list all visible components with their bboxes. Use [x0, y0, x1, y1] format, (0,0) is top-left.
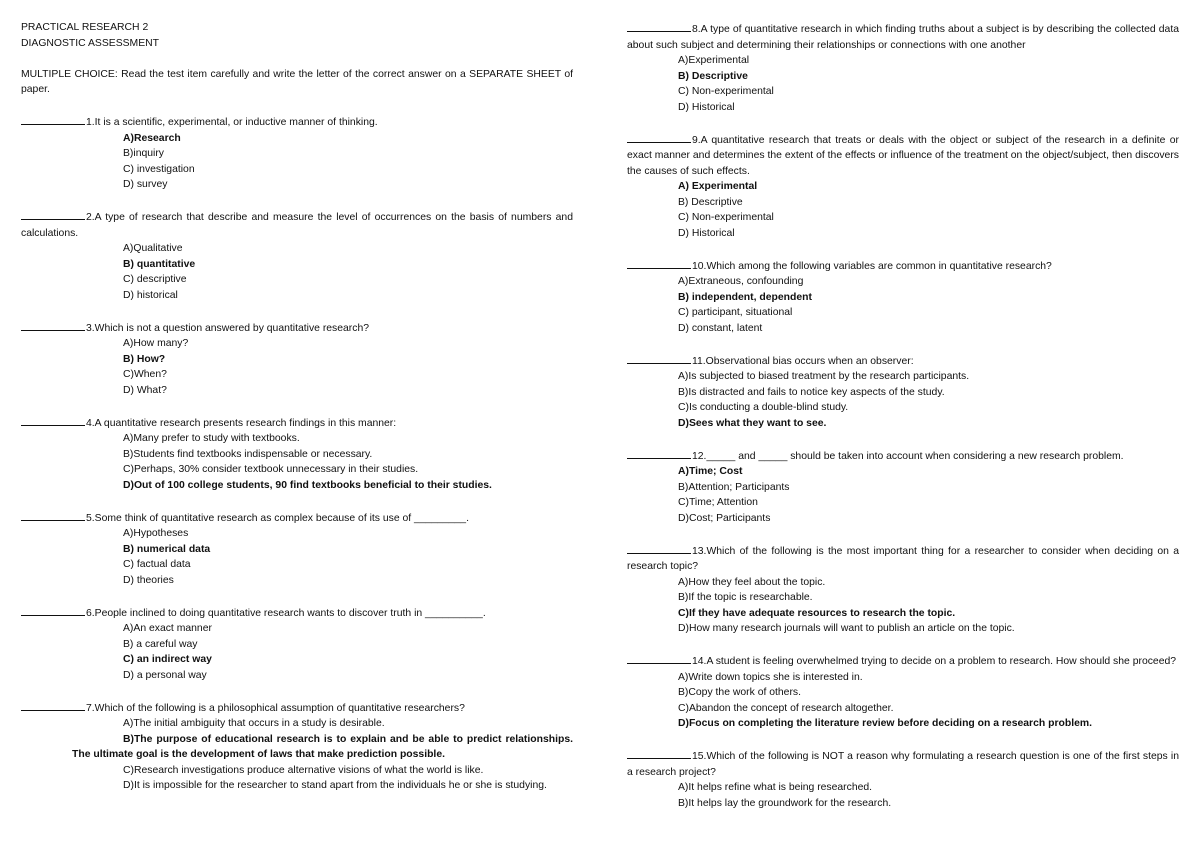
- question-text: [21, 414, 573, 432]
- answer-option: C)Time; Attention: [678, 497, 758, 508]
- answer-blank: [21, 113, 85, 125]
- answer-option: D) Historical: [678, 227, 735, 239]
- question-text: [627, 747, 1179, 780]
- question-label: 10.Which among the following variables are common in quantitative research?: [692, 260, 1052, 272]
- answer-option: B)inquiry: [123, 148, 164, 159]
- question-label: 9.A quantitative research that treats or deals with the object or subject of the research in a definite or exact manner and determines the extent of the effects or influence of the treatment on the object/subject, then discovers the causes of such effects.: [627, 134, 1179, 177]
- question-text: [21, 604, 573, 622]
- question-item: [21, 699, 573, 794]
- answer-option: D) historical: [123, 289, 178, 301]
- question-text: [21, 208, 573, 241]
- answer-option: B) Descriptive: [678, 196, 743, 208]
- answer-blank: [21, 699, 85, 711]
- answer-option: A)Extraneous, confounding: [678, 276, 804, 287]
- answer-option: D)It is impossible for the researcher to stand apart from the individuals he or she is studying.: [123, 780, 547, 791]
- answer-option: C)If they have adequate resources to research the topic.: [678, 607, 956, 619]
- question-text: [627, 652, 1179, 670]
- answer-option: C) an indirect way: [123, 654, 212, 665]
- answer-option: C)Abandon the concept of research altogether.: [678, 702, 894, 714]
- answer-option: D) What?: [123, 384, 167, 396]
- question-item: [627, 447, 1179, 527]
- question-text: [21, 319, 573, 337]
- answer-blank: [21, 208, 85, 220]
- answer-option: D)Sees what they want to see.: [678, 417, 827, 429]
- question-item: [21, 414, 573, 494]
- answer-option: D)Focus on completing the literature review before deciding on a research problem.: [678, 718, 1092, 729]
- answer-option: D) constant, latent: [678, 322, 763, 334]
- question-label: 7.Which of the following is a philosophical assumption of quantitative researchers?: [86, 702, 465, 714]
- answer-option: C)Research investigations produce alternative visions of what the world is like.: [123, 764, 484, 776]
- question-item: [21, 509, 573, 589]
- answer-option: B) quantitative: [123, 258, 196, 270]
- answer-option: D) survey: [123, 179, 168, 190]
- left-question-list: [21, 113, 573, 794]
- answer-option: D) a personal way: [123, 669, 207, 681]
- right-question-list: [627, 20, 1179, 811]
- answer-option: A) Experimental: [678, 181, 758, 192]
- answer-blank: [627, 257, 691, 269]
- answer-blank: [627, 542, 691, 554]
- question-text: [21, 699, 573, 717]
- answer-blank: [21, 319, 85, 331]
- question-item: [627, 20, 1179, 115]
- question-item: [627, 257, 1179, 337]
- answer-option: D) theories: [123, 574, 174, 586]
- answer-option: C) descriptive: [123, 274, 187, 285]
- answer-option: A)The initial ambiguity that occurs in a study is desirable.: [123, 718, 385, 729]
- answer-blank: [627, 447, 691, 459]
- answer-blank: [21, 414, 85, 426]
- answer-option: C)When?: [123, 369, 167, 380]
- question-item: [627, 747, 1179, 811]
- question-label: 4.A quantitative research presents research findings in this manner:: [86, 417, 397, 429]
- question-item: [627, 652, 1179, 732]
- answer-option: A)An exact manner: [123, 623, 212, 634]
- question-text: [21, 113, 573, 131]
- answer-blank: [627, 652, 691, 664]
- question-item: [21, 113, 573, 193]
- answer-option: A)Write down topics she is interested in.: [678, 671, 863, 683]
- answer-option: A)Hypotheses: [123, 528, 189, 539]
- answer-option: D)How many research journals will want to publish an article on the topic.: [678, 623, 1015, 634]
- question-label: 2.A type of research that describe and measure the level of occurrences on the basis of numbers and calculations.: [21, 212, 573, 239]
- answer-blank: [21, 604, 85, 616]
- question-label: 5.Some think of quantitative research as complex because of its use of _________.: [86, 512, 469, 524]
- answer-option: B) How?: [123, 353, 166, 365]
- answer-option: B)If the topic is researchable.: [678, 592, 813, 603]
- answer-blank: [627, 131, 691, 143]
- answer-option: D)Cost; Participants: [678, 512, 771, 524]
- answer-option: B)Attention; Participants: [678, 481, 790, 493]
- question-text: [627, 542, 1179, 575]
- answer-option: A)Time; Cost: [678, 466, 743, 477]
- answer-option: C) investigation: [123, 163, 195, 175]
- question-label: 1.It is a scientific, experimental, or inductive manner of thinking.: [86, 117, 378, 128]
- answer-option: C)Is conducting a double-blind study.: [678, 402, 849, 413]
- answer-blank: [21, 509, 85, 521]
- answer-option: B)Students find textbooks indispensable or necessary.: [123, 448, 373, 460]
- answer-option: A)Qualitative: [123, 243, 183, 254]
- left-column: [21, 20, 573, 794]
- answer-option: A)It helps refine what is being researched.: [678, 782, 873, 793]
- answer-option: C) factual data: [123, 559, 191, 570]
- answer-option: D)Out of 100 college students, 90 find textbooks beneficial to their studies.: [123, 479, 492, 491]
- question-label: 14.A student is feeling overwhelmed trying to decide on a problem to research. How should she proceed?: [692, 656, 1177, 667]
- doc-title: PRACTICAL RESEARCH 2: [21, 22, 149, 33]
- answer-option: A)How they feel about the topic.: [678, 576, 826, 588]
- question-item: [627, 542, 1179, 637]
- question-text: [627, 447, 1179, 465]
- answer-option: A)Research: [123, 132, 181, 144]
- question-item: [21, 319, 573, 399]
- instructions: MULTIPLE CHOICE: Read the test item carefully and write the letter of the correct answer on a SEPARATE SHEET of paper.: [21, 68, 573, 95]
- answer-option: A)Experimental: [678, 55, 750, 66]
- doc-subtitle: DIAGNOSTIC ASSESSMENT: [21, 37, 159, 49]
- answer-option: B) a careful way: [123, 638, 198, 650]
- question-text: [627, 131, 1179, 180]
- answer-blank: [627, 747, 691, 759]
- answer-blank: [627, 20, 691, 32]
- question-label: 12._____ and _____ should be taken into account when considering a new research problem.: [692, 450, 1124, 462]
- answer-option: C)Perhaps, 30% consider textbook unnecessary in their studies.: [123, 464, 419, 475]
- answer-option: B) Descriptive: [678, 70, 748, 82]
- answer-option: A)Many prefer to study with textbooks.: [123, 433, 300, 444]
- answer-option: C) Non-experimental: [678, 86, 774, 97]
- answer-option: A)Is subjected to biased treatment by the research participants.: [678, 371, 970, 382]
- question-item: [627, 352, 1179, 432]
- question-item: [627, 131, 1179, 242]
- question-label: 6.People inclined to doing quantitative research wants to discover truth in __________.: [86, 607, 486, 619]
- answer-option: B)Copy the work of others.: [678, 687, 802, 698]
- answer-option: B)It helps lay the groundwork for the research.: [678, 797, 892, 809]
- answer-option: B) independent, dependent: [678, 291, 812, 303]
- question-item: [21, 208, 573, 303]
- answer-blank: [627, 352, 691, 364]
- question-label: 13.Which of the following is the most important thing for a researcher to consider when deciding on a research topic?: [627, 545, 1179, 572]
- question-text: [21, 509, 573, 527]
- answer-option: D) Historical: [678, 101, 735, 113]
- answer-option: A)How many?: [123, 338, 189, 349]
- question-text: [627, 20, 1179, 53]
- answer-option: B) numerical data: [123, 543, 211, 555]
- question-label: 3.Which is not a question answered by quantitative research?: [86, 322, 370, 334]
- question-text: [627, 352, 1179, 370]
- question-text: [627, 257, 1179, 275]
- answer-option: B)Is distracted and fails to notice key aspects of the study.: [678, 386, 945, 398]
- question-item: [21, 604, 573, 684]
- question-label: 11.Observational bias occurs when an observer:: [692, 355, 914, 367]
- answer-option: C) participant, situational: [678, 307, 793, 318]
- question-label: 8.A type of quantitative research in which finding truths about a subject is by describing the collected data about such subject and determining their relationships or connections with one another: [627, 24, 1179, 51]
- question-label: 15.Which of the following is NOT a reason why formulating a research question is one of the first steps in a research project?: [627, 751, 1179, 778]
- right-column: [627, 20, 1179, 811]
- answer-option: B)The purpose of educational research is to explain and be able to predict relationships. The ultimate goal is the development of laws that make prediction possible.: [72, 733, 573, 760]
- answer-option: C) Non-experimental: [678, 212, 774, 223]
